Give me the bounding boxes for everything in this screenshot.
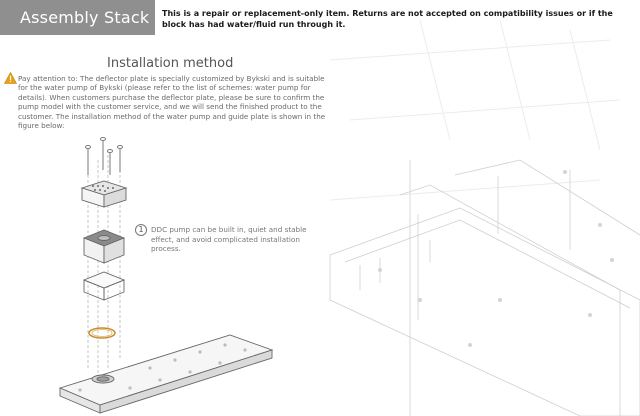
guide-plate bbox=[60, 335, 272, 413]
warning-triangle-icon bbox=[4, 72, 17, 84]
page-title: Assembly Stack bbox=[20, 8, 150, 27]
callout-number: 1 bbox=[135, 224, 147, 236]
screws bbox=[86, 138, 123, 176]
pump-frame bbox=[84, 272, 124, 300]
return-policy-notice: This is a repair or replacement-only item. Returns are not accepted on compatibility issues or if the block has had water/fluid run through it. bbox=[162, 9, 613, 29]
pump-cap bbox=[82, 181, 126, 207]
background-watermark bbox=[330, 20, 620, 200]
section-title: Installation method bbox=[107, 56, 234, 71]
installation-instructions: Pay attention to: The deflector plate is specially customized by Bykski and is suitable for the water pump of Bykski (please refer to the list of schemes: water pump for details). When customers purchase the deflector plate, please be sure to confirm the pump model with the customer service, and we will send the finished product to the customer. The installation method of the water pump and guide plate is shown in the figure below: bbox=[18, 74, 326, 131]
plate-exploded-view bbox=[330, 160, 640, 416]
ddc-pump bbox=[84, 230, 124, 263]
o-ring bbox=[89, 328, 115, 338]
callout-text: DDC pump can be built in, quiet and stable effect, and avoid complicated installation process. bbox=[151, 225, 307, 253]
